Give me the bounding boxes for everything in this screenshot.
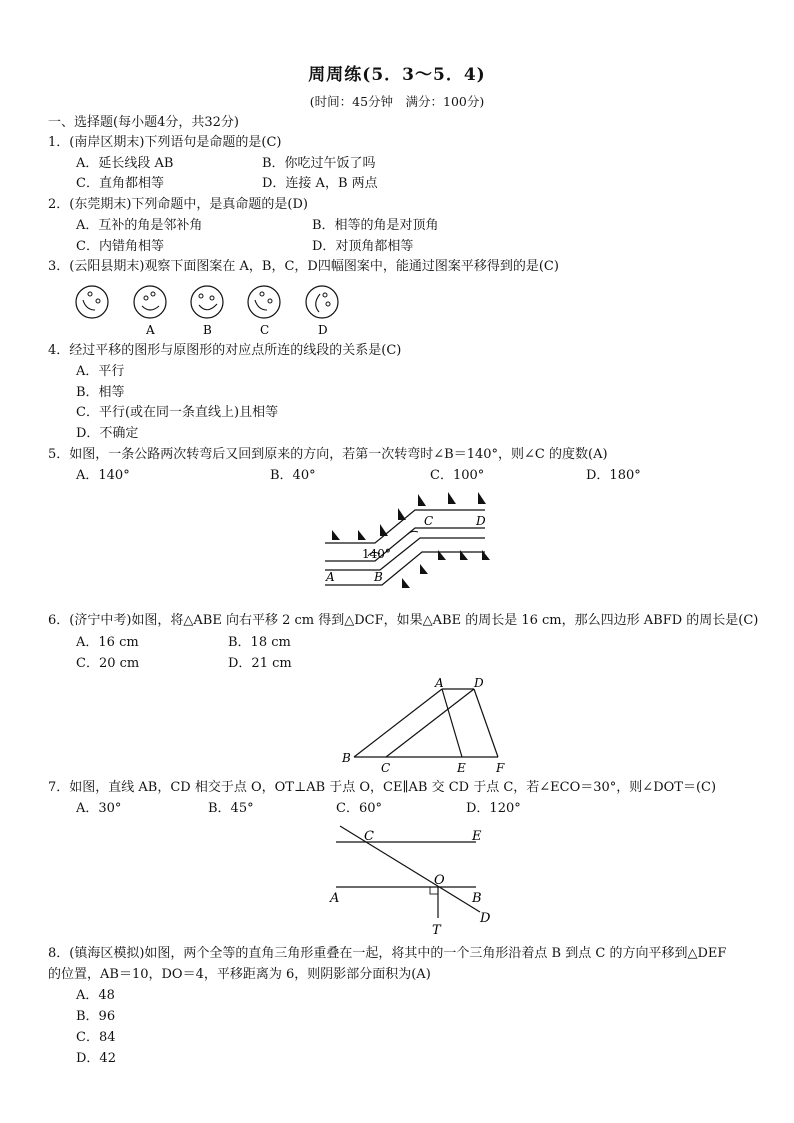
q7-lines-figure	[326, 820, 506, 938]
q7-point-a: A	[330, 891, 340, 906]
q3-pattern-original	[76, 286, 108, 318]
q7-point-t: T	[432, 923, 441, 938]
q3-label-d: D	[318, 323, 328, 337]
q2-option-b: B．相等的角是对顶角	[312, 218, 439, 233]
q6-option-a: A．16 cm	[76, 635, 139, 650]
q5-option-a: A．140°	[76, 468, 130, 483]
q3-pattern-c	[248, 286, 280, 318]
page-subtitle: (时间：45分钟 满分：100分)	[309, 94, 485, 109]
q5-option-d: D．180°	[586, 468, 641, 483]
q6-stem: 6．(济宁中考)如图，将△ABE 向右平移 2 cm 得到△DCF，如果△ABE 的周长是 16 cm，那么四边形 ABFD 的周长是(C)	[48, 613, 759, 628]
q1-option-c: C．直角都相等	[76, 176, 164, 191]
q8-option-a: A．48	[76, 988, 115, 1003]
q8-stem-line1: 8．(镇海区模拟)如图，两个全等的直角三角形重叠在一起，将其中的一个三角形沿着点 B 到点 C 的方向平移到△DEF	[48, 946, 727, 961]
page-title: 周周练(5．3～5．4)	[308, 65, 486, 85]
q5-angle-label: 140°	[362, 547, 391, 561]
q3-pattern-b	[191, 286, 223, 318]
q8-option-b: B．96	[76, 1009, 116, 1024]
q6-point-e: E	[457, 761, 466, 775]
q6-point-f: F	[496, 761, 505, 775]
q3-pattern-a	[134, 286, 166, 318]
q3-label-a: A	[146, 323, 155, 337]
q5-stem: 5．如图，一条公路两次转弯后又回到原来的方向，若第一次转弯时∠B＝140°，则∠C 的度数(A)	[48, 447, 608, 462]
q5-point-c: C	[424, 514, 434, 528]
q6-point-a: A	[435, 676, 444, 690]
q3-stem: 3．(云阳县期末)观察下面图案在 A，B，C，D四幅图案中，能通过图案平移得到的是(C)	[48, 259, 559, 274]
q7-point-e: E	[472, 829, 482, 844]
q8-option-d: D．42	[76, 1051, 116, 1066]
q2-stem: 2．(东莞期末)下列命题中，是真命题的是(D)	[48, 197, 308, 212]
q7-point-o: O	[434, 873, 445, 888]
q6-point-c: C	[381, 761, 391, 775]
q8-stem-line2: 的位置，AB＝10，DO＝4，平移距离为 6，则阴影部分面积为(A)	[48, 967, 431, 982]
q6-option-b: B．18 cm	[228, 635, 291, 650]
q2-option-d: D．对顶角都相等	[312, 239, 414, 254]
q3-label-c: C	[260, 323, 270, 337]
q7-option-c: C．60°	[336, 801, 382, 816]
q4-option-d: D．不确定	[76, 426, 139, 441]
q4-stem: 4．经过平移的图形与原图形的对应点所连的线段的关系是(C)	[48, 343, 402, 358]
q6-translation-figure	[338, 675, 520, 775]
q1-option-d: D．连接 A，B 两点	[262, 176, 378, 191]
q3-pattern-d	[306, 286, 338, 318]
q6-point-d: D	[474, 676, 484, 690]
q3-pattern-figure	[70, 280, 360, 340]
q5-point-b: B	[374, 570, 383, 584]
q4-option-c: C．平行(或在同一条直线上)且相等	[76, 405, 279, 420]
q5-point-a: A	[326, 570, 335, 584]
q7-point-d: D	[480, 911, 491, 926]
q4-option-b: B．相等	[76, 385, 125, 400]
q1-option-a: A．延长线段 AB	[76, 156, 174, 171]
q7-point-c: C	[364, 829, 374, 844]
q6-point-b: B	[342, 751, 351, 765]
q5-point-d: D	[476, 514, 486, 528]
q7-option-a: A．30°	[76, 801, 122, 816]
q7-stem: 7．如图，直线 AB，CD 相交于点 O，OT⊥AB 于点 O，CE∥AB 交 CD 于点 C，若∠ECO＝30°，则∠DOT＝(C)	[48, 780, 717, 795]
q7-option-d: D．120°	[466, 801, 521, 816]
q5-option-c: C．100°	[430, 468, 485, 483]
q5-tree-marks	[332, 492, 490, 588]
q2-option-c: C．内错角相等	[76, 239, 164, 254]
q3-label-b: B	[203, 323, 212, 337]
q5-road-figure	[320, 488, 500, 596]
section-heading: 一、选择题(每小题4分，共32分)	[48, 115, 239, 130]
q7-option-b: B．45°	[208, 801, 254, 816]
q8-option-c: C．84	[76, 1030, 116, 1045]
q7-point-b: B	[472, 891, 482, 906]
q1-option-b: B．你吃过午饭了吗	[262, 156, 376, 171]
q4-option-a: A．平行	[76, 364, 125, 379]
q2-option-a: A．互补的角是邻补角	[76, 218, 203, 233]
q6-option-d: D．21 cm	[228, 656, 292, 671]
q6-option-c: C．20 cm	[76, 656, 140, 671]
q1-stem: 1．(南岸区期末)下列语句是命题的是(C)	[48, 135, 282, 150]
q5-option-b: B．40°	[270, 468, 316, 483]
